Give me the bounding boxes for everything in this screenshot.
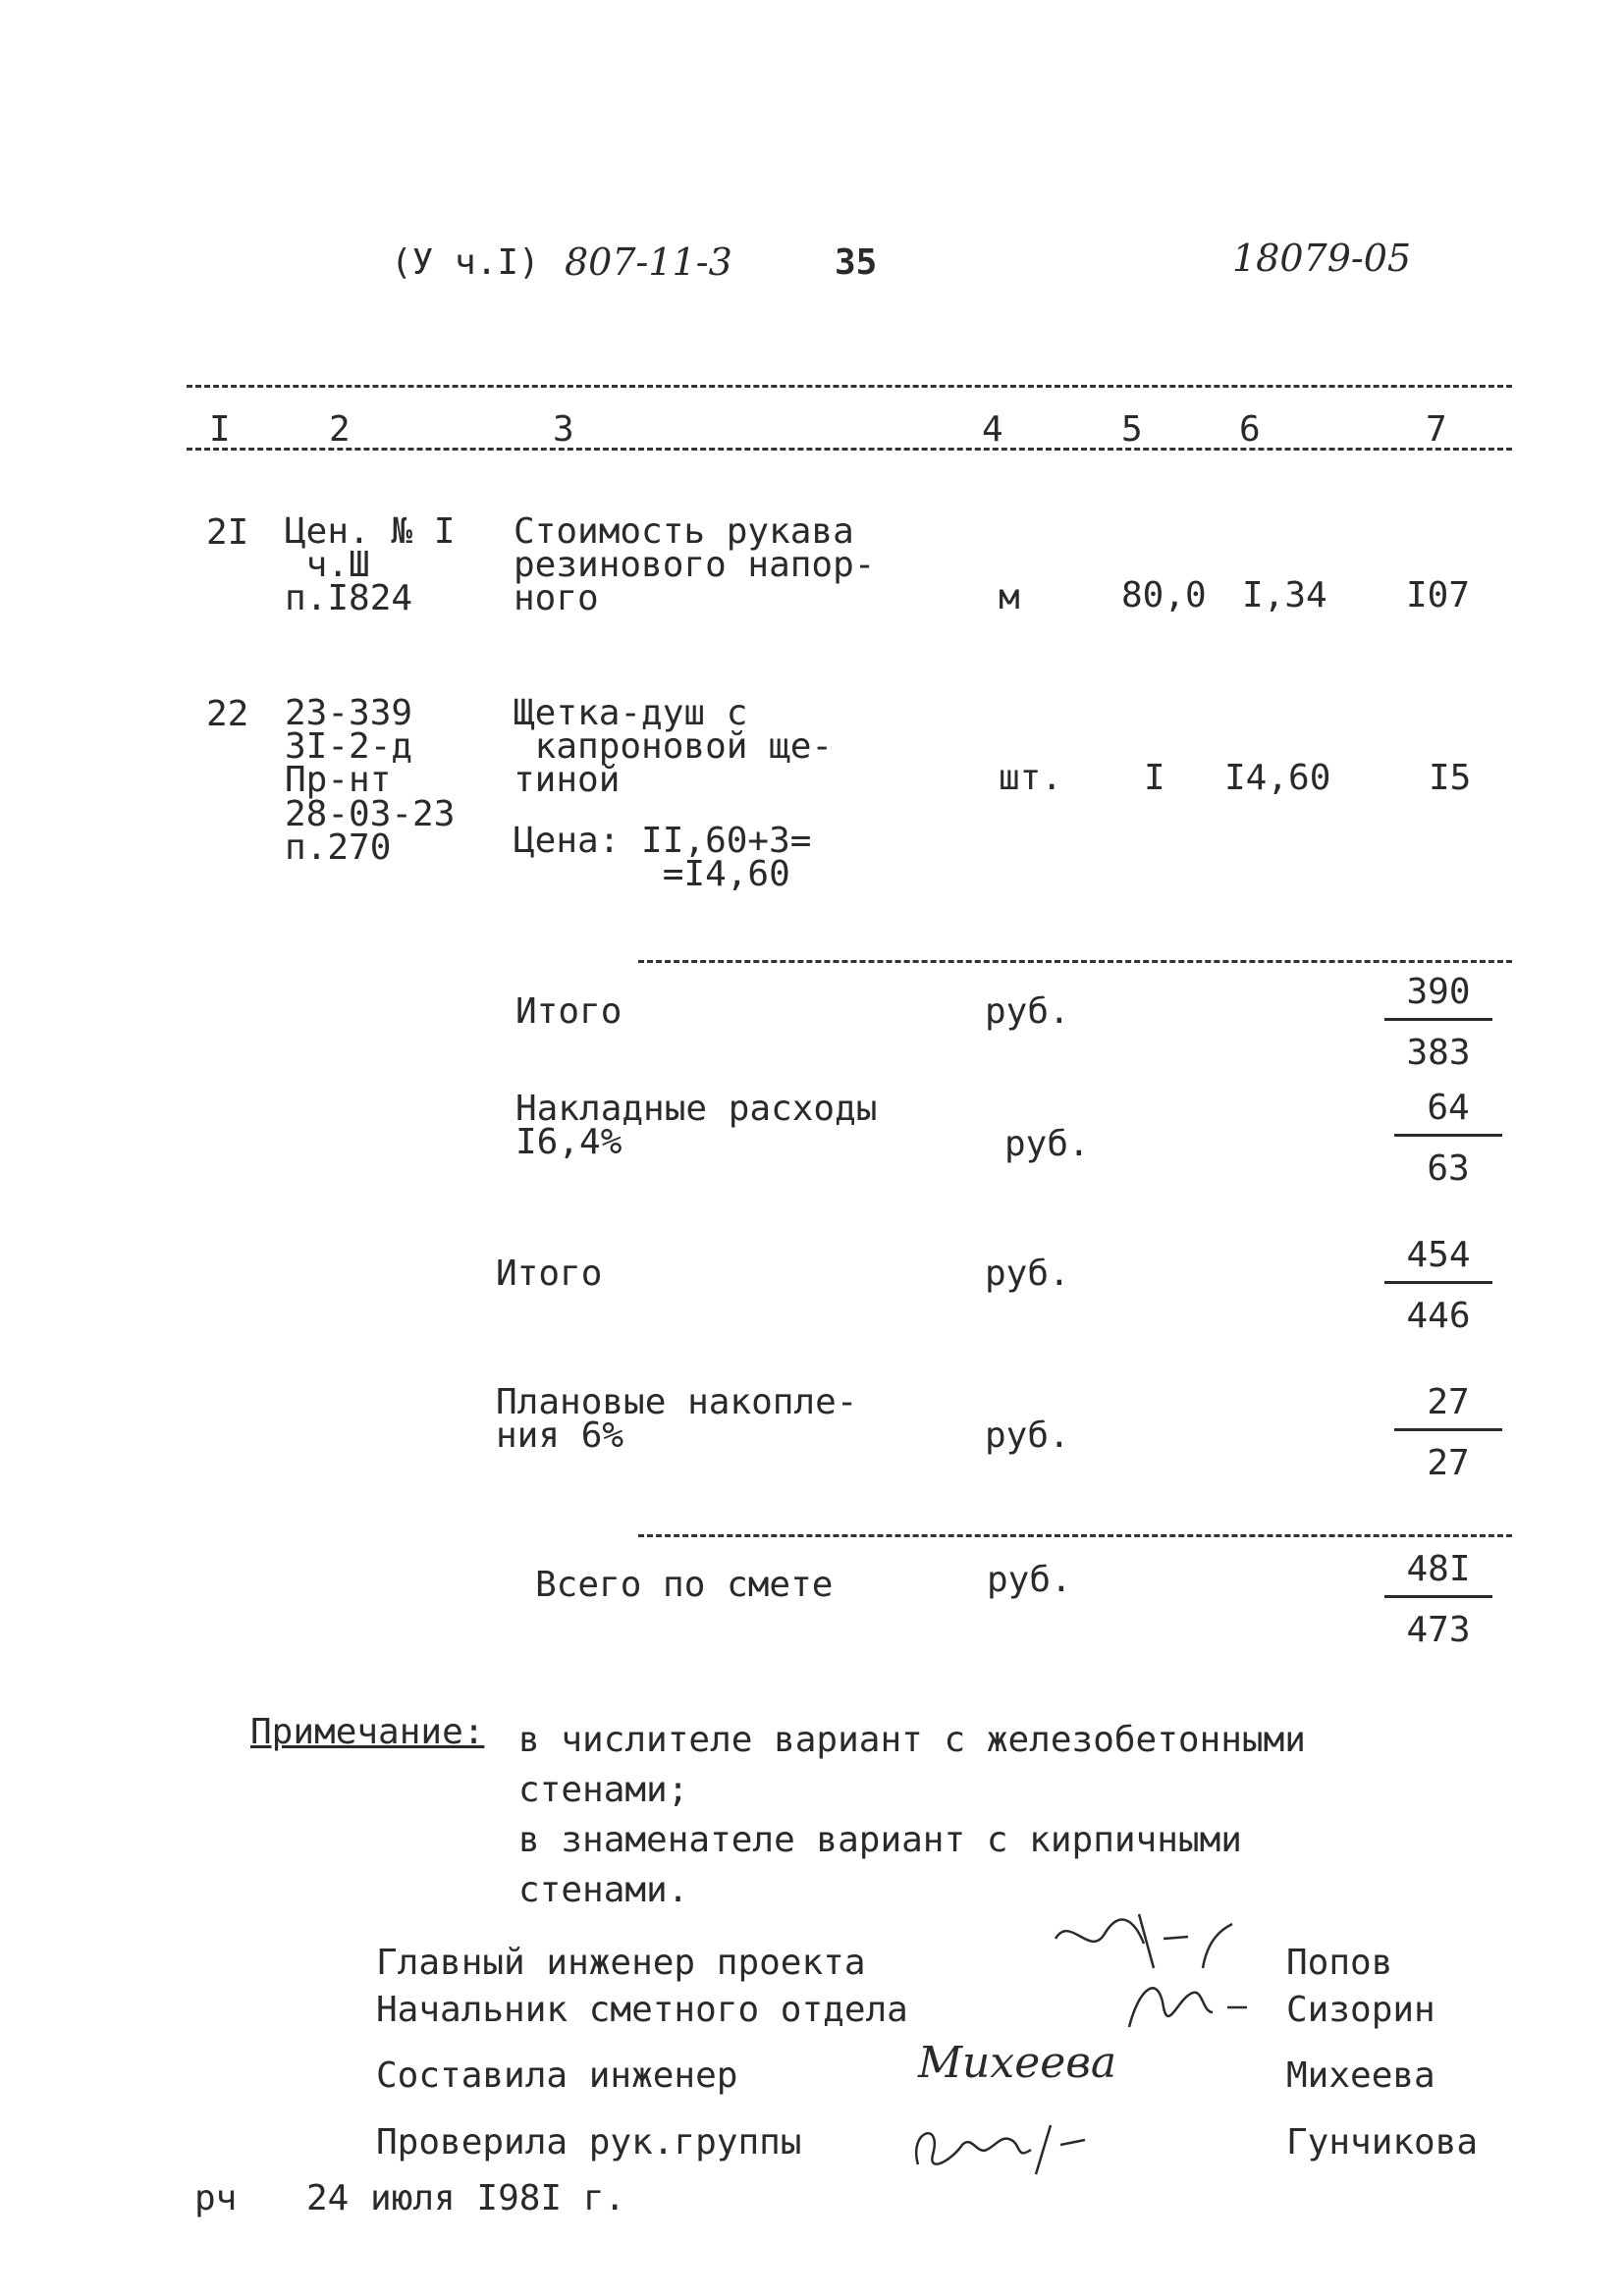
row-number: 2I — [206, 512, 249, 553]
row-description: Щетка-душ с капроновой ще- тиной — [514, 693, 834, 801]
summary-value — [1394, 1088, 1502, 1189]
signature-role: Главный инженер проекта — [376, 1943, 866, 1983]
row-quantity: I — [1144, 758, 1165, 798]
summary-unit: руб. — [985, 1415, 1070, 1456]
column-header-1: I — [209, 409, 231, 450]
signature-role: Начальник сметного отдела — [376, 1990, 908, 2030]
grand-total-unit: руб. — [987, 1560, 1072, 1600]
denominator: 446 — [1406, 1296, 1471, 1336]
note-label: Примечание: — [250, 1712, 485, 1752]
summary-label: Итого — [515, 991, 623, 1032]
denominator: 27 — [1427, 1443, 1470, 1483]
signature-mark-sizorin — [1119, 1968, 1257, 2037]
column-header-2: 2 — [329, 409, 351, 450]
signature-name: Михеева — [1286, 2056, 1435, 2096]
note-text: в числителе вариант с железобетонными стенами; в знаменателе вариант с кирпичными стенами. — [518, 1720, 1306, 1911]
summary-unit: руб. — [985, 991, 1070, 1032]
column-header-3: 3 — [553, 409, 574, 450]
summary-label: Плановые накопле- ния 6% — [496, 1382, 858, 1457]
row-description: Стоимость рукава резинового напор- ного — [514, 511, 876, 619]
signature-name: Сизорин — [1286, 1990, 1435, 2030]
summary-rule — [638, 960, 1512, 963]
total-rule — [638, 1534, 1512, 1537]
denominator: 63 — [1427, 1148, 1470, 1189]
column-header-4: 4 — [982, 409, 1003, 450]
denominator: 383 — [1406, 1033, 1471, 1073]
document-code: 807-11-3 — [565, 240, 732, 284]
page-number: 35 — [835, 242, 878, 283]
footer-date: 24 июля I98I г. — [306, 2178, 626, 2218]
grand-total-label: Всего по смете — [535, 1565, 834, 1605]
row-number: 22 — [206, 694, 249, 734]
numerator: 390 — [1384, 972, 1492, 1021]
summary-value — [1394, 1382, 1502, 1483]
row-price: I4,60 — [1224, 758, 1331, 798]
signature-mark-gunchikova — [903, 2110, 1110, 2184]
row-price-note: Цена: II,60+3= =I4,60 — [514, 821, 812, 895]
numerator: 64 — [1394, 1088, 1502, 1137]
signature-role: Проверила рук.группы — [376, 2122, 802, 2163]
signature-name: Гунчикова — [1286, 2122, 1479, 2163]
grand-total-value — [1384, 1549, 1492, 1650]
summary-label: Накладные расходы I6,4% — [515, 1089, 878, 1163]
row-source: 23-339 3I-2-д Пр-нт 28-03-23 п.270 — [285, 693, 456, 868]
row-total: I07 — [1406, 575, 1471, 615]
series-label: (У ч.I) — [391, 242, 540, 283]
summary-value — [1384, 972, 1492, 1073]
column-header-6: 6 — [1239, 409, 1261, 450]
numerator: 48I — [1384, 1549, 1492, 1598]
numerator: 454 — [1384, 1235, 1492, 1284]
signature-role: Составила инженер — [376, 2056, 738, 2096]
row-total: I5 — [1429, 758, 1472, 798]
header-bottom-rule — [187, 448, 1512, 451]
denominator: 473 — [1406, 1610, 1471, 1650]
column-header-7: 7 — [1426, 409, 1447, 450]
numerator: 27 — [1394, 1382, 1502, 1431]
row-quantity: 80,0 — [1121, 575, 1207, 615]
summary-unit: руб. — [985, 1254, 1070, 1294]
row-unit: шт. — [999, 758, 1063, 798]
header-top-rule — [187, 385, 1512, 388]
row-price: I,34 — [1242, 575, 1327, 615]
summary-value — [1384, 1235, 1492, 1336]
row-unit: м — [999, 577, 1020, 617]
row-source: Цен. № I ч.Ш п.I824 — [285, 511, 456, 619]
column-header-5: 5 — [1121, 409, 1143, 450]
document-number: 18079-05 — [1232, 237, 1412, 280]
summary-unit: руб. — [1004, 1124, 1090, 1164]
summary-label: Итого — [496, 1254, 603, 1294]
signature-name: Попов — [1286, 1943, 1393, 1983]
signature-mark-mikheeva: Михеева — [918, 2038, 1117, 2088]
footer-initials: рч — [194, 2178, 238, 2218]
